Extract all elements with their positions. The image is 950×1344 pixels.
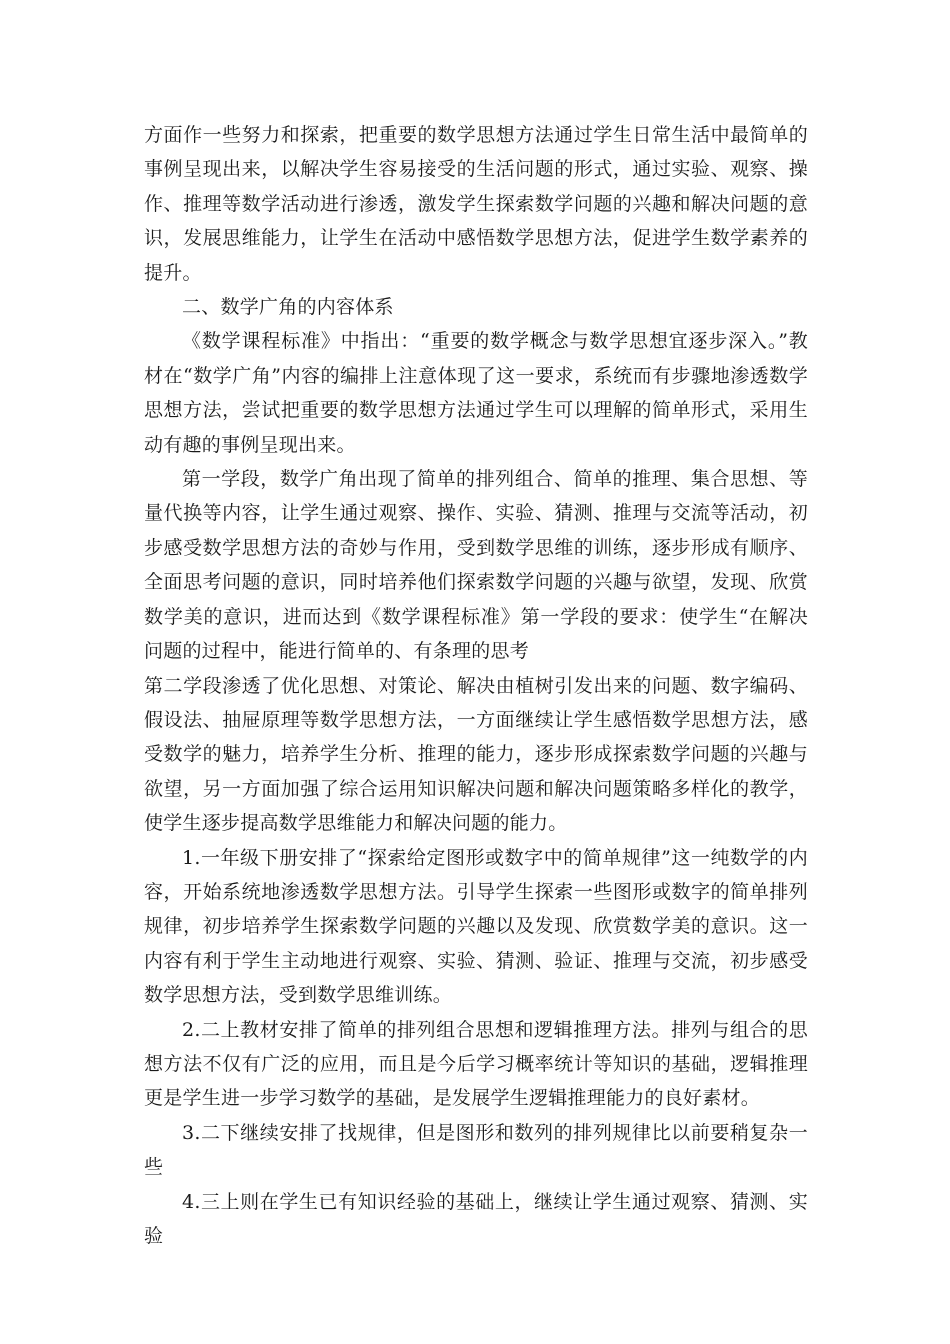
list-item-grade2-upper: 2.二上教材安排了简单的排列组合思想和逻辑推理方法。排列与组合的思想方法不仅有广泛的应用，而且是今后学习概率统计等知识的基础，逻辑推理更是学生进一步学习数学的基础，是发展学生逻辑推理能力的良好素材。 [144, 1018, 808, 1110]
list-item-grade1: 1.一年级下册安排了“探索给定图形或数字中的简单规律”这一纯数学的内容，开始系统地渗透数学思想方法。引导学生探索一些图形或数字的简单排列规律，初步培养学生探索数学问题的兴趣以及发现、欣赏数学美的意识。这一内容有利于学生主动地进行观察、实验、猜测、验证、推理与交流，初步感受数学思想方法，受到数学思维训练。 [144, 846, 808, 1007]
paragraph-second-stage: 第二学段渗透了优化思想、对策论、解决由植树引发出来的问题、数字编码、假设法、抽屉原理等数学思想方法，一方面继续让学生感悟数学思想方法，感受数学的魅力，培养学生分析、推理的能力，逐步形成探索数学问题的兴趣与欲望，另一方面加强了综合运用知识解决问题和解决问题策略多样化的教学，使学生逐步提高数学思维能力和解决问题的能力。 [144, 674, 808, 835]
paragraph-curriculum-standard: 《数学课程标准》中指出：“重要的数学概念与数学思想宜逐步深入。”教材在“数学广角”内容的编排上注意体现了这一要求，系统而有步骤地渗透数学思想方法，尝试把重要的数学思想方法通过学生可以理解的简单形式，采用生动有趣的事例呈现出来。 [144, 330, 808, 456]
section-heading: 二、数学广角的内容体系 [182, 296, 394, 319]
document-body [144, 118, 808, 1253]
list-item-grade3-upper: 4.三上则在学生已有知识经验的基础上，继续让学生通过观察、猜测、实验 [144, 1190, 808, 1247]
paragraph-first-stage: 第一学段，数学广角出现了简单的排列组合、简单的推理、集合思想、等量代换等内容，让学生通过观察、操作、实验、猜测、推理与交流等活动，初步感受数学思想方法的奇妙与作用，受到数学思维的训练，逐步形成有顺序、全面思考问题的意识，同时培养他们探索数学问题的兴趣与欲望，发现、欣赏数学美的意识，进而达到《数学课程标准》第一学段的要求：使学生“在解决问题的过程中，能进行简单的、有条理的思考 [144, 468, 808, 663]
paragraph-continuation: 方面作一些努力和探索，把重要的数学思想方法通过学生日常生活中最简单的事例呈现出来，以解决学生容易接受的生活问题的形式，通过实验、观察、操作、推理等数学活动进行渗透，激发学生探索数学问题的兴趣和解决问题的意识，发展思维能力，让学生在活动中感悟数学思想方法，促进学生数学素养的提升。 [144, 124, 808, 284]
list-item-grade2-lower: 3.二下继续安排了找规律，但是图形和数列的排列规律比以前要稍复杂一些 [144, 1121, 808, 1179]
